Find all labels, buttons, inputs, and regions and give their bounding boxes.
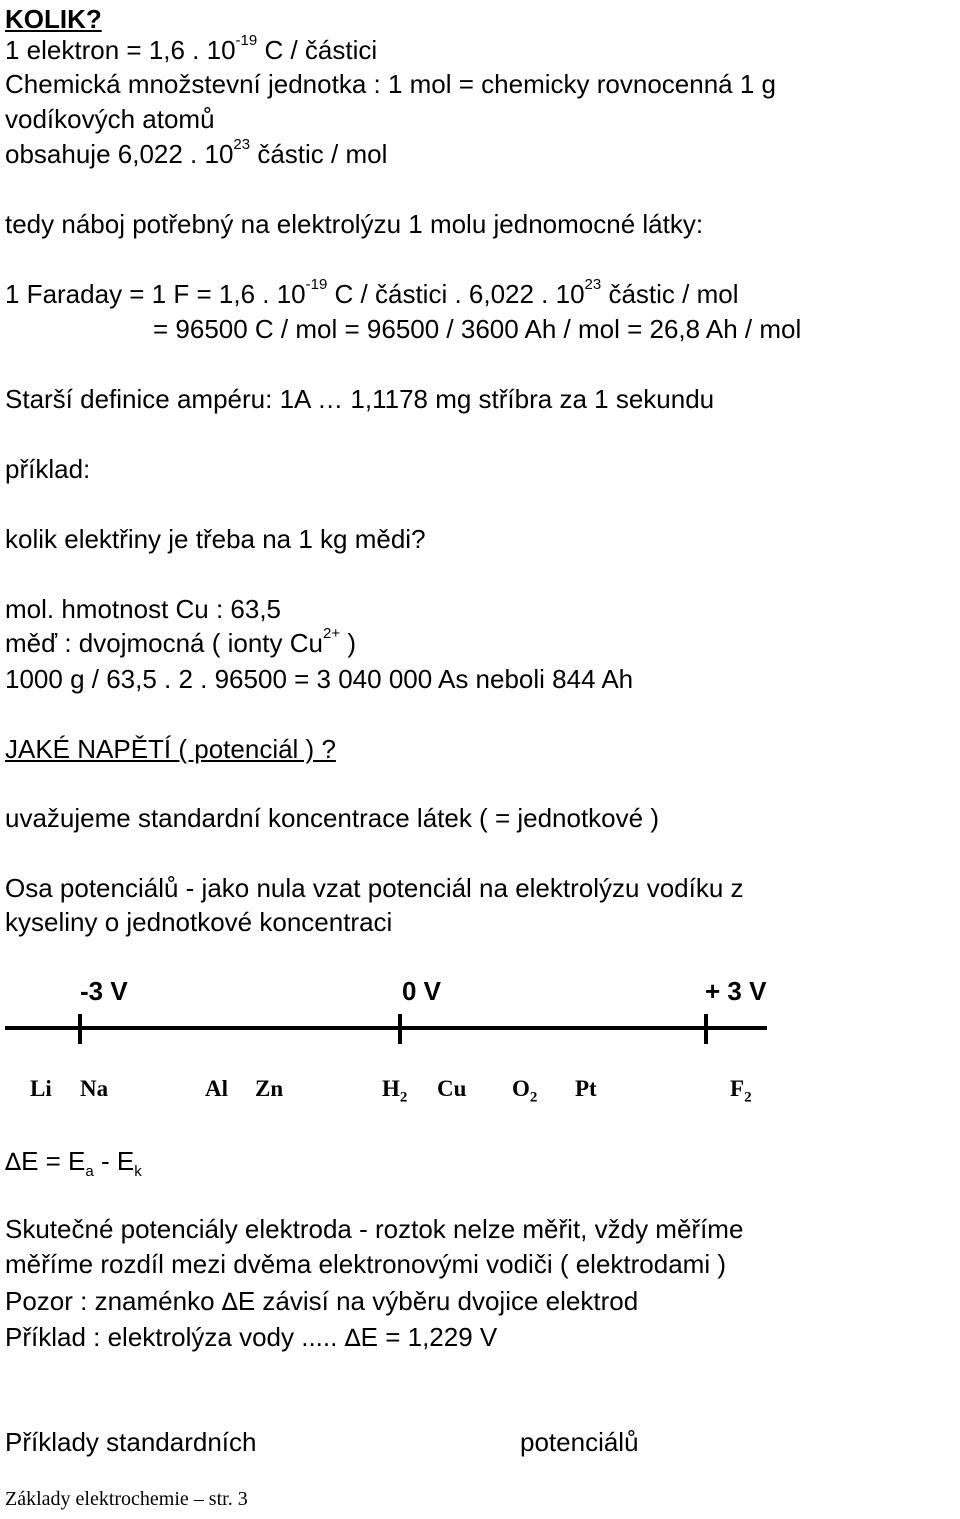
calculation-line: 1000 g / 63,5 . 2 . 96500 = 3 040 000 As neboli 844 Ah [5, 664, 634, 694]
element-o2: $O_2$ [512, 1076, 538, 1106]
axis-tick-0v [398, 1014, 402, 1044]
element-li: Li [30, 1076, 52, 1101]
avogadro-line: obsahuje 6,022 . $10^{23}$ částic / mol [5, 136, 388, 169]
element-na: Na [80, 1076, 109, 1101]
ampere-definition-line: Starší definice ampéru: 1A … 1,1178 mg stříbra za 1 sekundu [5, 384, 715, 414]
page-heading: KOLIK? [5, 4, 102, 34]
copper-ion-line: měď : dvojmocná ( ionty $Cu^{2+}$ ) [5, 625, 356, 658]
element-pt: Pt [575, 1076, 597, 1101]
delta-symbol: ∆ [5, 1148, 22, 1176]
tick-label-0v: 0 V [402, 976, 442, 1006]
water-electrolysis-line: Příklad : elektrolýza vody ..... ∆E = 1,229 V [5, 1322, 498, 1352]
standard-concentration-line: uvažujeme standardní koncentrace látek ( = jednotkové ) [5, 803, 659, 833]
faraday-line: 1 Faraday = 1 F = 1,6 . $10^{-19}$ C / částici . 6,022 . $10^{23}$ částic / mol [5, 276, 739, 309]
tick-label-minus-3v: -3 V [80, 976, 128, 1006]
element-cu: Cu [437, 1076, 467, 1101]
element-al: Al [205, 1076, 228, 1101]
mol-definition-line: Chemická množstevní jednotka : 1 mol = chemicky rovnocenná 1 g [5, 69, 776, 99]
charge-needed-line: tedy náboj potřebný na elektrolýzu 1 molu jednomocné látky: [5, 209, 704, 239]
potential-axis-line-1: Osa potenciálů - jako nula vzat potenciál na elektrolýzu vodíku z [5, 873, 744, 903]
element-h2: $H_2$ [382, 1076, 408, 1106]
copper-question-line: kolik elektřiny je třeba na 1 kg mědi? [5, 524, 426, 554]
potential-axis [5, 1026, 767, 1030]
standard-examples-label: Příklady standardních [5, 1427, 257, 1457]
page-footer: Základy elektrochemie – str. 3 [5, 1488, 248, 1510]
real-potentials-line-2: měříme rozdíl mezi dvěma elektronovými vodiči ( elektrodami ) [5, 1249, 726, 1279]
delta-symbol: ∆ [221, 1288, 238, 1316]
delta-e-formula: $\Delta E = E_a - E_k$ [5, 1146, 142, 1181]
voltage-heading: JAKÉ NAPĚTÍ ( potenciál ) ? [5, 734, 336, 764]
real-potentials-line-1: Skutečné potenciály elektroda - roztok nelze měřit, vždy měříme [5, 1214, 744, 1244]
potential-axis-line-2: kyseliny o jednotkové koncentraci [5, 907, 393, 937]
electron-charge-line: 1 elektron = 1,6 . $10^{-19}$ C / částici [5, 32, 378, 65]
tick-label-plus-3v: + 3 V [705, 976, 767, 1006]
faraday-value-line: = 96500 C / mol = 96500 / 3600 Ah / mol = 26,8 Ah / mol [153, 314, 802, 344]
element-zn: Zn [255, 1076, 284, 1101]
sign-warning-line: Pozor : znaménko ∆E závisí na výběru dvojice elektrod [5, 1286, 639, 1316]
standard-potentials-label: potenciálů [520, 1427, 639, 1457]
axis-tick-plus-3v [704, 1014, 708, 1044]
axis-tick-minus-3v [78, 1014, 82, 1044]
hydrogen-atoms-line: vodíkových atomů [5, 104, 215, 134]
element-f2: $F_2$ [730, 1076, 752, 1106]
example-label: příklad: [5, 454, 91, 484]
delta-symbol: ∆ [344, 1324, 361, 1352]
molar-mass-line: mol. hmotnost Cu : 63,5 [5, 594, 282, 624]
